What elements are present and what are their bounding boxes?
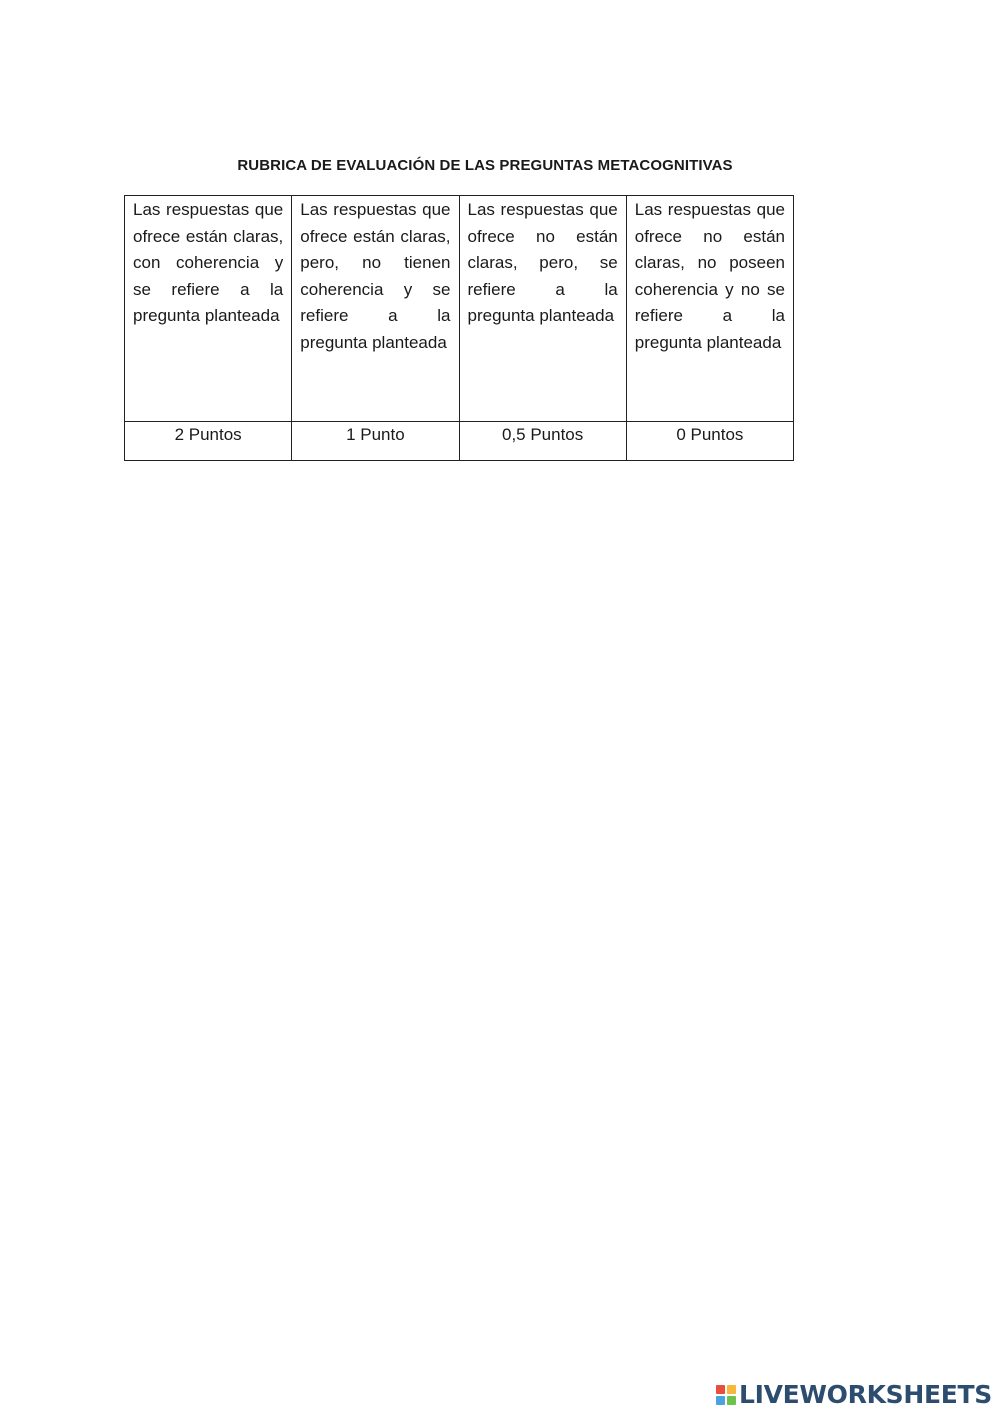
rubric-table — [124, 195, 794, 461]
criterion-cell — [459, 196, 626, 422]
criterion-cell — [626, 196, 793, 422]
criterion-cell — [125, 196, 292, 422]
logo-mark-icon — [716, 1385, 736, 1405]
scores-row — [125, 422, 794, 461]
logo-mark-square — [727, 1385, 736, 1394]
logo-mark-square — [727, 1396, 736, 1405]
criterion-text: Las respuestas que ofrece están claras, pero, no tienen coherencia y se refiere a la pregunta planteada — [300, 200, 451, 352]
criterion-cell — [292, 196, 459, 422]
score-cell: 0,5 Puntos — [459, 422, 626, 461]
logo-text: LIVEWORKSHEETS — [738, 1380, 992, 1409]
criteria-row — [125, 196, 794, 422]
criterion-text: Las respuestas que ofrece están claras, con coherencia y se refiere a la pregunta planteada — [133, 200, 284, 325]
page-title: RUBRICA DE EVALUACIÓN DE LAS PREGUNTAS METACOGNITIVAS — [237, 157, 733, 174]
criterion-text: Las respuestas que ofrece no están claras, no poseen coherencia y no se refiere a la pregunta planteada — [634, 200, 785, 352]
score-cell: 0 Puntos — [626, 422, 793, 461]
score-cell: 1 Punto — [292, 422, 459, 461]
logo-mark-square — [716, 1385, 725, 1394]
score-cell: 2 Puntos — [125, 422, 292, 461]
liveworksheets-logo — [716, 1380, 992, 1409]
criterion-text: Las respuestas que ofrece no están claras, pero, se refiere a la pregunta planteada — [467, 200, 618, 325]
logo-mark-square — [716, 1396, 725, 1405]
